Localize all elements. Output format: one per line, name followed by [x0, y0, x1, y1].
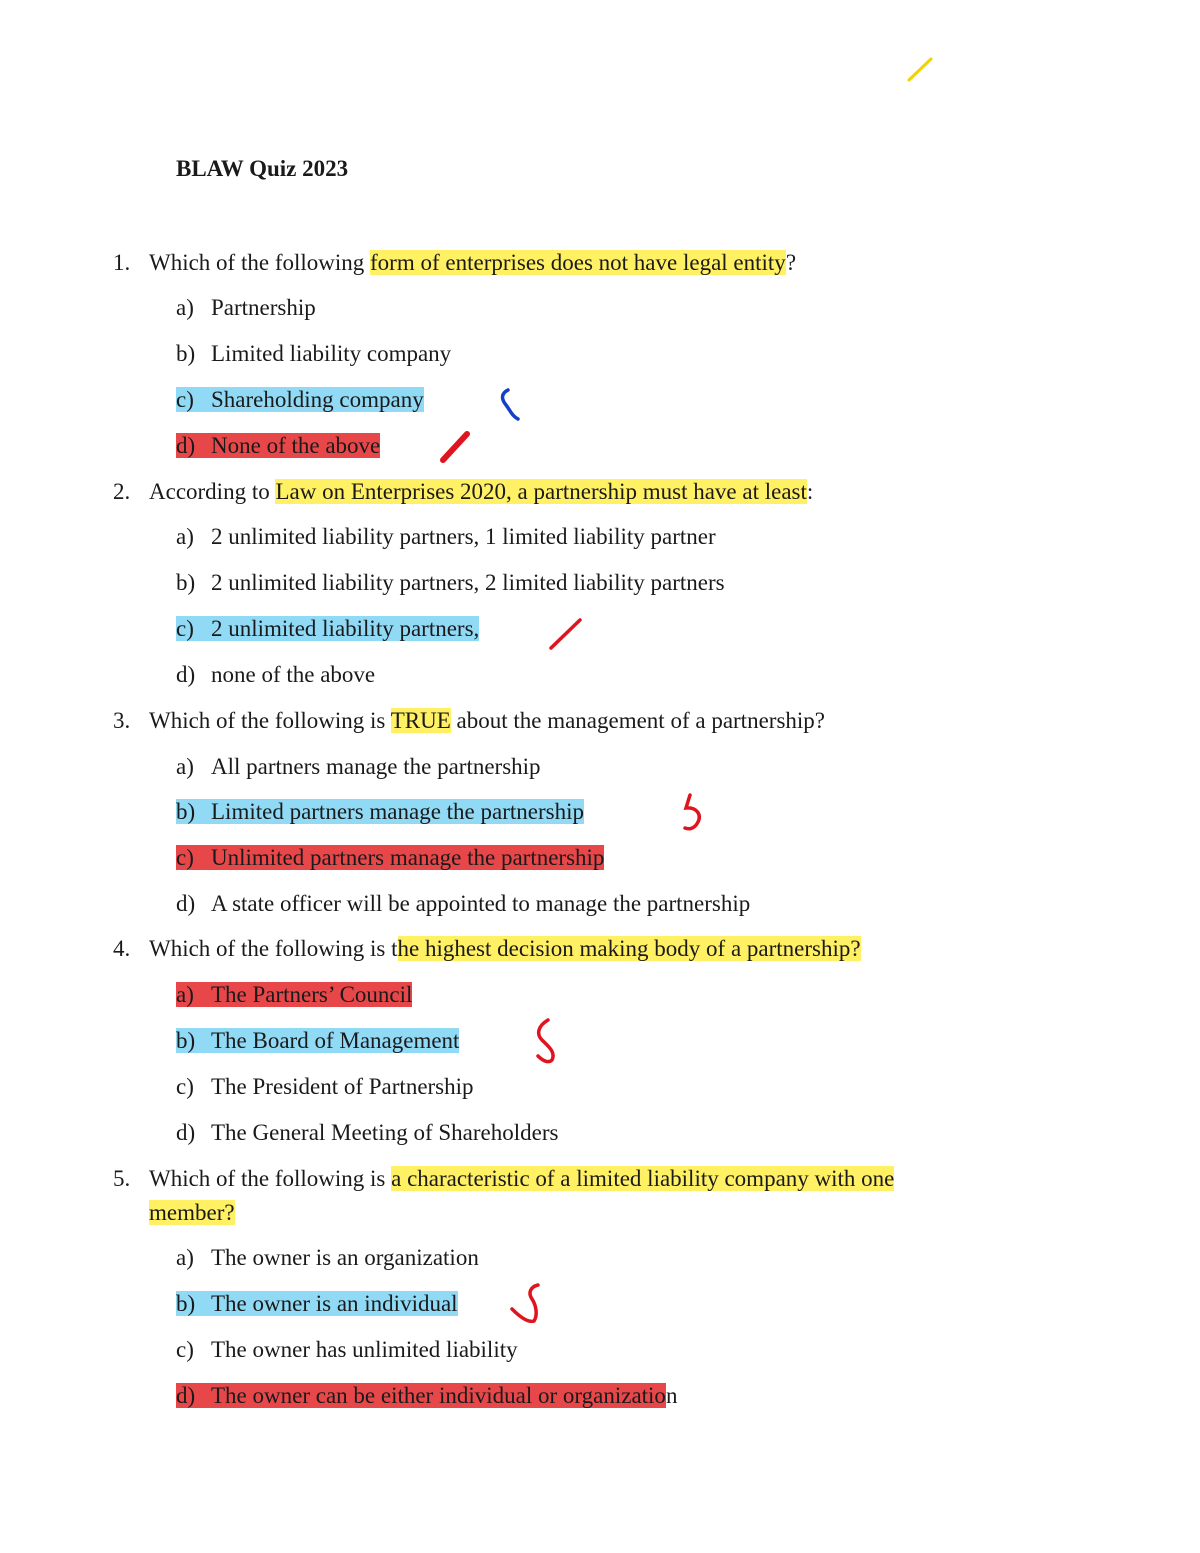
- option-text: The owner can be either individual or organizatio: [211, 1383, 666, 1408]
- option-letter: d): [176, 1383, 196, 1408]
- option-letter: c): [176, 845, 194, 870]
- option-letter: b): [176, 1291, 196, 1316]
- question-text: Which of the following: [149, 250, 371, 275]
- option-letter: c): [176, 387, 194, 412]
- question-5-continued: [149, 1198, 235, 1228]
- question-3: [113, 706, 825, 736]
- option-letter: a): [176, 524, 194, 549]
- option-letter: d): [176, 433, 196, 458]
- question-highlight: he highest decision making body of a partnership?: [397, 936, 861, 961]
- option-5a: [176, 1243, 479, 1273]
- option-text: 2 unlimited liability partners,: [211, 616, 480, 641]
- option-letter: a): [176, 982, 194, 1007]
- option-3a: [176, 752, 541, 782]
- question-number: 3.: [113, 708, 131, 733]
- option-1a: [176, 293, 316, 323]
- question-4: [113, 934, 861, 964]
- option-text: Limited liability company: [211, 341, 452, 366]
- option-letter: d): [176, 1120, 196, 1145]
- option-letter: b): [176, 570, 196, 595]
- option-4a: [176, 980, 412, 1010]
- option-5b: [176, 1289, 458, 1319]
- option-text: The President of Partnership: [211, 1074, 474, 1099]
- option-1b: [176, 339, 451, 369]
- option-letter: c): [176, 616, 194, 641]
- question-text-end: about the management of a partnership?: [450, 708, 825, 733]
- question-number: 4.: [113, 936, 131, 961]
- yellow-slash-mark-icon: [905, 55, 935, 85]
- option-letter: a): [176, 754, 194, 779]
- red-s-mark-icon: [528, 1016, 564, 1066]
- option-text: The Partners’ Council: [211, 982, 413, 1007]
- option-text: Partnership: [211, 295, 316, 320]
- question-highlight-continued: member?: [149, 1200, 235, 1225]
- question-number: 2.: [113, 479, 131, 504]
- question-number: 1.: [113, 250, 131, 275]
- option-5d: [176, 1381, 677, 1411]
- option-text: All partners manage the partnership: [211, 754, 541, 779]
- option-4b: [176, 1026, 459, 1056]
- option-text: 2 unlimited liability partners, 1 limited liability partner: [211, 524, 716, 549]
- question-5: [113, 1164, 894, 1194]
- question-text-end: :: [806, 479, 814, 504]
- option-text: The General Meeting of Shareholders: [211, 1120, 559, 1145]
- question-text: Which of the following is: [149, 1166, 392, 1191]
- option-text-tail: n: [665, 1383, 678, 1408]
- option-letter: b): [176, 799, 196, 824]
- option-3c: [176, 843, 604, 873]
- option-3d: [176, 889, 750, 919]
- option-5c: [176, 1335, 518, 1365]
- question-2: [113, 477, 813, 507]
- option-letter: b): [176, 341, 196, 366]
- option-3b: [176, 797, 584, 827]
- option-text: None of the above: [211, 433, 381, 458]
- option-letter: a): [176, 295, 194, 320]
- option-letter: c): [176, 1074, 194, 1099]
- option-text: The owner is an individual: [211, 1291, 458, 1316]
- question-text-end: ?: [785, 250, 797, 275]
- option-1c: [176, 385, 424, 415]
- option-2d: [176, 660, 375, 690]
- red-s-mark-icon: [680, 792, 710, 834]
- red-s-mark-icon: [508, 1281, 548, 1327]
- option-1d: [176, 431, 380, 461]
- option-2b: [176, 568, 725, 598]
- option-letter: c): [176, 1337, 194, 1362]
- option-text: The Board of Management: [211, 1028, 460, 1053]
- question-1: [113, 248, 796, 278]
- option-text: none of the above: [211, 662, 376, 687]
- question-highlight: Law on Enterprises 2020, a partnership must have at least: [275, 479, 807, 504]
- question-text: According to: [149, 479, 276, 504]
- question-text: Which of the following is: [149, 708, 391, 733]
- page-title: BLAW Quiz 2023: [176, 156, 349, 181]
- option-4d: [176, 1118, 558, 1148]
- option-letter: d): [176, 891, 196, 916]
- option-text: The owner has unlimited liability: [211, 1337, 518, 1362]
- question-highlight: TRUE: [390, 708, 451, 733]
- option-2c: [176, 614, 479, 644]
- question-highlight: a characteristic of a limited liability company with one: [391, 1166, 895, 1191]
- option-letter: a): [176, 1245, 194, 1270]
- option-letter: d): [176, 662, 196, 687]
- option-text: Limited partners manage the partnership: [211, 799, 584, 824]
- option-2a: [176, 522, 716, 552]
- red-slash-mark-icon: [546, 614, 586, 654]
- option-letter: b): [176, 1028, 196, 1053]
- question-number: 5.: [113, 1166, 131, 1191]
- option-text: Shareholding company: [211, 387, 424, 412]
- option-4c: [176, 1072, 474, 1102]
- red-slash-mark-icon: [437, 426, 475, 466]
- option-text: Unlimited partners manage the partnership: [211, 845, 605, 870]
- blue-s-mark-icon: [492, 386, 524, 424]
- question-text: Which of the following is t: [149, 936, 398, 961]
- option-text: 2 unlimited liability partners, 2 limited liability partners: [211, 570, 725, 595]
- question-highlight: form of enterprises does not have legal entity: [370, 250, 786, 275]
- option-text: The owner is an organization: [211, 1245, 479, 1270]
- option-text: A state officer will be appointed to manage the partnership: [211, 891, 751, 916]
